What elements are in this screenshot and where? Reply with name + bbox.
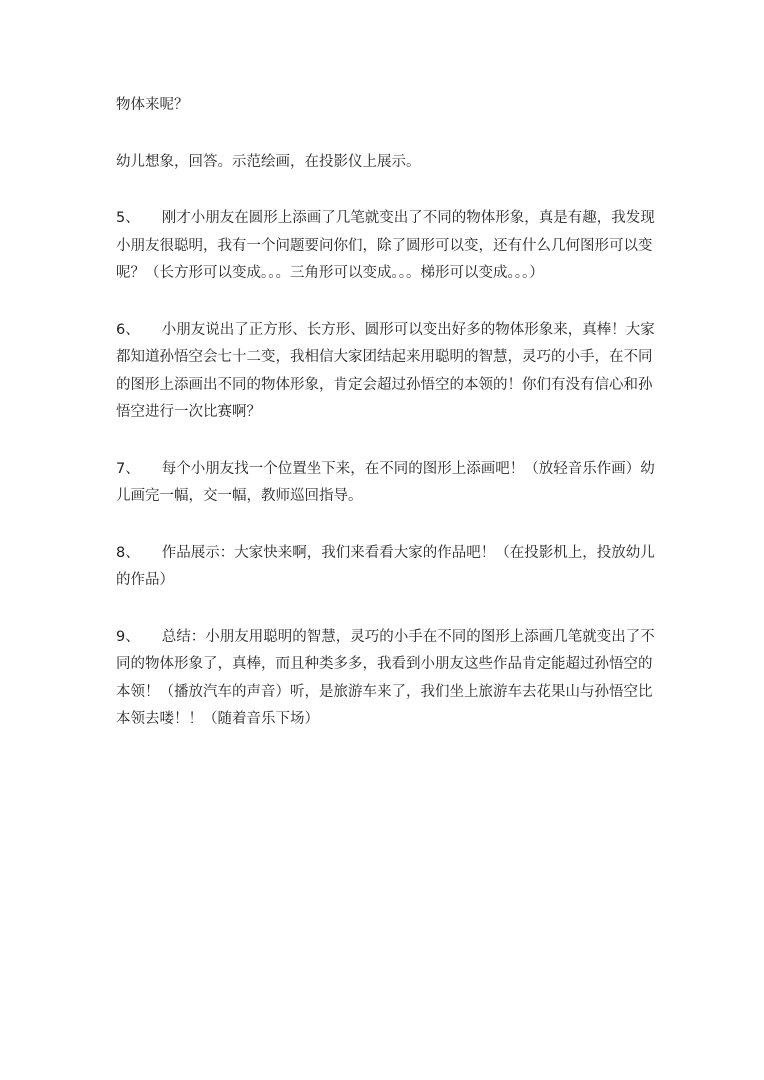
step-number: 5、 (116, 210, 140, 226)
paragraph-text: 总结：小朋友用聪明的智慧，灵巧的小手在不同的图形上添画几笔就变出了不同的物体形象了，真棒，而且种类多多，我看到小朋友这些作品肯定能超过孙悟空的本领！（播放汽车的声音）听，是旅游车来了，我们坐上旅游车去花果山与孙悟空比本领去喽！！（随着音乐下场） (116, 628, 655, 727)
paragraph-step-6 (116, 317, 656, 427)
paragraph-text: 每个小朋友找一个位置坐下来，在不同的图形上添画吧！（放轻音乐作画）幼儿画完一幅，交一幅，教师巡回指导。 (116, 460, 655, 504)
paragraph-1 (116, 92, 656, 120)
paragraph-text: 刚才小朋友在圆形上添画了几笔就变出了不同的物体形象，真是有趣，我发现小朋友很聪明，我有一个问题要问你们，除了圆形可以变，还有什么几何图形可以变呢？（长方形可以变成。。。三角形可以变成。。。梯形可以变成。。。） (116, 210, 655, 281)
paragraph-text: 幼儿想象，回答。示范绘画，在投影仪上展示。 (116, 153, 421, 170)
paragraph-text: 作品展示：大家快来啊，我们来看看大家的作品吧！（在投影机上，投放幼儿的作品） (116, 544, 655, 588)
step-number: 6、 (116, 321, 140, 338)
step-number: 9、 (116, 628, 140, 645)
paragraph-text: 物体来呢？ (116, 97, 189, 113)
step-number: 8、 (116, 544, 140, 561)
paragraph-step-8 (116, 540, 656, 595)
paragraph-step-9 (116, 624, 656, 734)
step-number: 7、 (116, 460, 140, 477)
paragraph-text: 小朋友说出了正方形、长方形、圆形可以变出好多的物体形象来，真棒！大家都知道孙悟空会七十二变，我相信大家团结起来用聪明的智慧，灵巧的小手，在不同的图形上添画出不同的物体形象，肯定会超过孙悟空的本领的！你们有没有信心和孙悟空进行一次比赛啊？ (116, 321, 655, 420)
paragraph-step-7 (116, 456, 656, 511)
paragraph-step-5 (116, 205, 656, 288)
document-body (116, 92, 656, 763)
paragraph-2 (116, 149, 656, 177)
